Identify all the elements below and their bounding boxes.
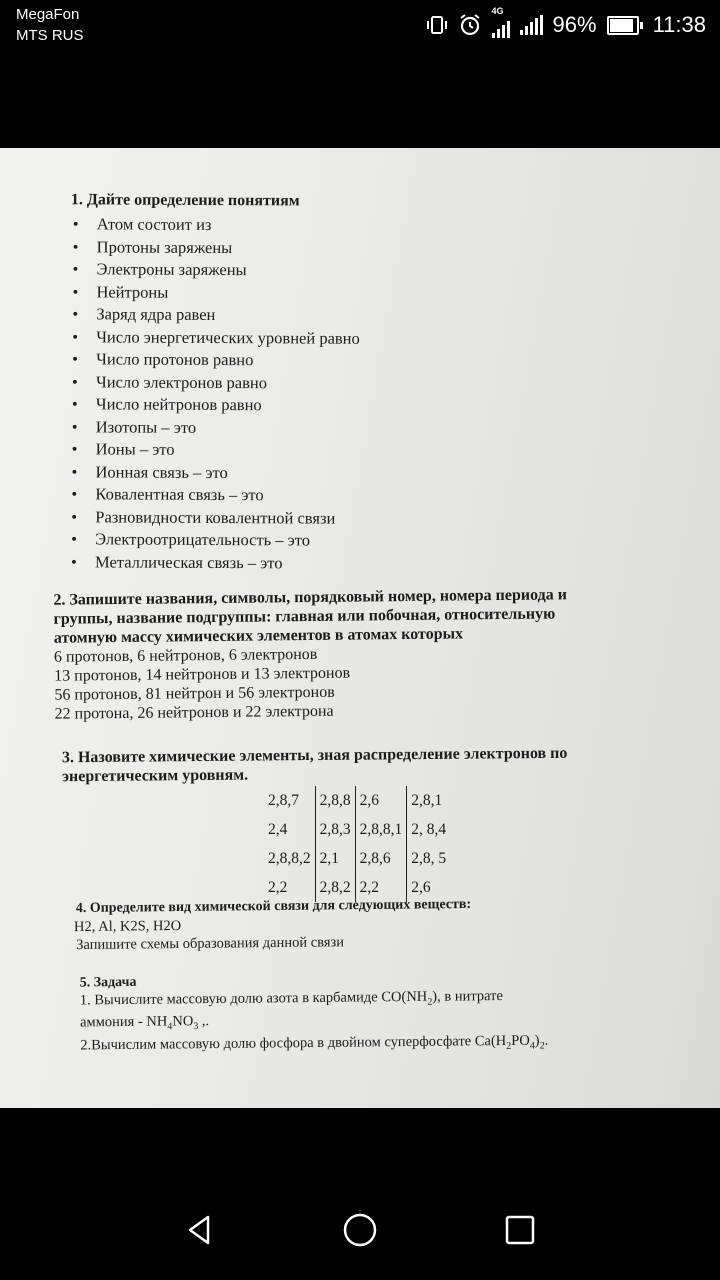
q1-item: • Число нейтронов равно (70, 393, 360, 417)
table-row (264, 786, 450, 815)
table-cell: 2,6 (355, 786, 407, 815)
q2-line-2: 13 протонов, 14 нейтронов и 13 электронов (54, 664, 351, 685)
table-cell: 2,8,8,1 (355, 815, 407, 844)
q3-title-line-2: энергетическим уровням. (62, 766, 249, 786)
electron-config-table (264, 786, 450, 902)
q5-task-1-line-1: 1. Вычислите массовую долю азота в карбамиде $CO(NH_2)$, в нитрате (79, 988, 503, 1009)
q5-task-2: 2.Вычислим массовую долю фосфора в двойном суперфосфате $Ca(H_2PO_4)_2$. (80, 1032, 549, 1054)
signal-icon (492, 18, 510, 38)
vibrate-icon (426, 14, 448, 36)
q1-item: • Металлическая связь – это (69, 551, 359, 575)
table-cell: 2,8,6 (355, 844, 407, 873)
battery-icon (607, 16, 643, 35)
table-cell: 2,2 (355, 873, 407, 902)
back-button[interactable] (180, 1210, 220, 1250)
q1-item: • Электроны заряжены (71, 258, 361, 282)
table-cell: 2,8,3 (315, 815, 355, 844)
image-viewer[interactable] (0, 148, 720, 1108)
table-cell: 2,6 (407, 873, 450, 902)
recents-button[interactable] (500, 1210, 540, 1250)
alarm-icon (458, 13, 482, 37)
signal-icon-2 (520, 15, 543, 35)
status-icons (426, 6, 706, 40)
q2-line-1: 6 протонов, 6 нейтронов, 6 электронов (53, 645, 318, 666)
status-bar (0, 0, 720, 50)
worksheet-photo (0, 148, 720, 1108)
q1-item: • Ковалентная связь – это (69, 483, 359, 507)
clock: 11:38 (652, 12, 706, 37)
q1-item: • Заряд ядра равен (70, 303, 360, 327)
network-signal (491, 6, 510, 38)
q1-item: • Ионы – это (70, 438, 360, 462)
q2-title-line-3: атомную массу химических элементов в атомах которых (53, 625, 464, 647)
q2-title-line-2: группы, название подгруппы: главная или побочная, относительную (53, 605, 556, 628)
table-row (264, 815, 450, 844)
q1-item: • Протоны заряжены (71, 236, 361, 260)
q1-item: • Число электронов равно (70, 371, 360, 395)
recents-icon (504, 1214, 536, 1246)
table-cell: 2,1 (315, 844, 355, 873)
q5-task-1-line-2: аммония - $NH_4NO_3$ ,. (79, 1012, 210, 1033)
carrier-info (16, 4, 84, 46)
home-button[interactable] (340, 1210, 380, 1250)
carrier-2: MTS RUS (16, 27, 84, 44)
table-cell: 2,2 (268, 878, 288, 896)
network-type-label: 4G (491, 6, 504, 16)
question-4 (73, 896, 472, 954)
q1-item: • Атом состоит из (71, 213, 361, 237)
table-cell: 2,4 (268, 820, 288, 838)
table-cell: 2,8,8,2 (268, 849, 311, 867)
question-1 (69, 189, 361, 575)
q1-item: • Число протонов равно (70, 348, 360, 372)
q2-line-3: 56 протонов, 81 нейтрон и 56 электронов (54, 683, 335, 704)
back-icon (183, 1213, 217, 1247)
table-cell: 2, 8,4 (407, 815, 450, 844)
q3-title-line-1: 3. Назовите химические элементы, зная распределение электронов по (61, 744, 568, 767)
q2-line-4: 22 протона, 26 нейтронов и 22 электрона (54, 702, 334, 723)
q1-item: • Ионная связь – это (69, 461, 359, 485)
question-2 (53, 585, 568, 723)
q1-list (69, 213, 360, 575)
q1-item: • Число энергетических уровней равно (70, 326, 360, 350)
table-cell: 2,8, 5 (407, 844, 450, 873)
q1-title: 1. Дайте определение понятиям (70, 191, 300, 210)
table-cell: 2,8,8 (315, 786, 355, 815)
q1-item: • Нейтроны (70, 281, 360, 305)
table-cell: 2,8,7 (268, 791, 299, 809)
q1-item: • Разновидности ковалентной связи (69, 506, 359, 530)
q1-item: • Электроотрицательность – это (69, 528, 359, 552)
question-3 (62, 744, 568, 786)
home-icon (342, 1212, 378, 1248)
table-row (264, 844, 450, 873)
question-5 (80, 970, 549, 1061)
q4-title: 4. Определите вид химической связи для следующих веществ: (75, 896, 472, 917)
q1-item: • Изотопы – это (70, 416, 360, 440)
battery-percent: 96% (552, 12, 597, 37)
carrier-1: MegaFon (16, 6, 80, 23)
navigation-bar (0, 1180, 720, 1280)
q5-title: 5. Задача (79, 974, 137, 991)
q4-substances: H2, Al, K2S, H2O (73, 917, 182, 936)
table-cell: 2,8,2 (315, 873, 355, 902)
table-cell: 2,8,1 (407, 786, 450, 815)
q4-instruction: Запишите схемы образования данной связи (76, 934, 345, 954)
q2-title-line-1: 2. Запишите названия, символы, порядковый номер, номера периода и (53, 586, 567, 609)
